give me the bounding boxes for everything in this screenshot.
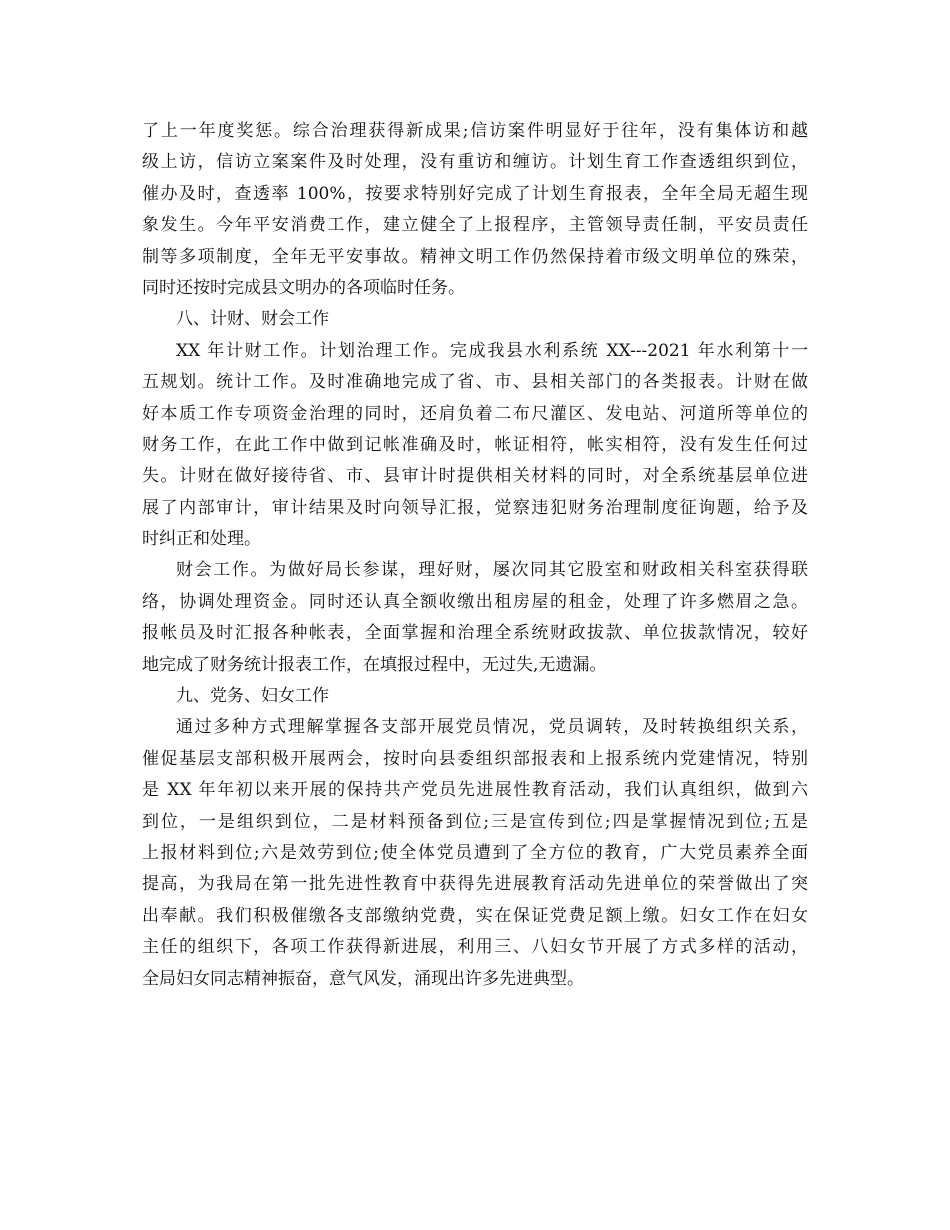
text-line: XX 年计财工作。计划治理工作。完成我县水利系统 XX---2021 年水利第十一 xyxy=(176,340,808,361)
text-line: 了上一年度奖惩。综合治理获得新成果;信访案件明显好于往年，没有集体访和越 xyxy=(142,121,808,141)
text-line: 通过多种方式理解掌握各支部开展党员情况，党员调转，及时转换组织关系， xyxy=(176,717,808,738)
text-line: 报帐员及时汇报各种帐表，全面掌握和治理全系统财政拔款、单位拔款情况，较好 xyxy=(142,623,808,644)
text-line: 制等多项制度，全年无平安事故。精神文明工作仍然保持着市级文明单位的殊荣， xyxy=(142,246,808,267)
text-line: 财会工作。为做好局长参谋，理好财，屡次同其它股室和财政相关科室获得联 xyxy=(176,560,808,581)
text-line: 主任的组织下，各项工作获得新进展，利用三、八妇女节开展了方式多样的活动， xyxy=(142,937,808,958)
text-line: 失。计财在做好接待省、市、县审计时提供相关材料的同时，对全系统基层单位进 xyxy=(142,466,808,487)
text-line: 级上访，信访立案案件及时处理，没有重访和缠访。计划生育工作查透组织到位， xyxy=(142,152,808,173)
text-line: 财务工作，在此工作中做到记帐准确及时，帐证相符，帐实相符，没有发生任何过 xyxy=(142,434,808,455)
text-line: 络，协调处理资金。同时还认真全额收缴出租房屋的租金，处理了许多燃眉之急。 xyxy=(142,591,808,612)
text-line: 时纠正和处理。 xyxy=(142,529,261,550)
text-line: 展了内部审计，审计结果及时向领导汇报，觉察违犯财务治理制度征询题，给予及 xyxy=(142,497,808,518)
text-line: 催促基层支部积极开展两会，按时向县委组织部报表和上报系统内党建情况，特别 xyxy=(142,748,808,769)
text-line: 上报材料到位;六是效劳到位;使全体党员遭到了全方位的教育，广大党员素养全面 xyxy=(142,842,808,863)
text-line: 五规划。统计工作。及时准确地完成了省、市、县相关部门的各类报表。计财在做 xyxy=(142,372,808,393)
text-line: 到位，一是组织到位，二是材料预备到位;三是宣传到位;四是掌握情况到位;五是 xyxy=(142,811,808,832)
text-line: 地完成了财务统计报表工作，在填报过程中，无过失,无遗漏。 xyxy=(142,654,607,675)
text-line: 是 XX 年年初以来开展的保持共产党员先进展性教育活动，我们认真组织，做到六 xyxy=(142,780,808,801)
text-line: 出奉献。我们积极催缴各支部缴纳党费，实在保证党费足额上缴。妇女工作在妇女 xyxy=(142,905,808,926)
text-line: 同时还按时完成县文明办的各项临时任务。 xyxy=(142,277,465,298)
paragraph-planning-finance xyxy=(142,336,808,556)
paragraph-party-women xyxy=(142,712,808,995)
text-line: 催办及时，查透率 100%，按要求特别好完成了计划生育报表，全年全局无超生现 xyxy=(142,183,808,204)
paragraph-accounting xyxy=(142,555,808,681)
section-heading-finance: 八、计财、财会工作 xyxy=(176,309,329,330)
document-page xyxy=(142,116,808,995)
text-line: 好本质工作专项资金治理的同时，还肩负着二布尺灌区、发电站、河道所等单位的 xyxy=(142,403,808,424)
text-line: 象发生。今年平安消费工作，建立健全了上报程序，主管领导责任制，平安员责任 xyxy=(142,215,808,236)
paragraph-comprehensive-work xyxy=(142,116,808,304)
section-heading-party-women: 九、党务、妇女工作 xyxy=(176,686,329,707)
text-line: 提高，为我局在第一批先进性教育中获得先进展教育活动先进单位的荣誉做出了突 xyxy=(142,874,808,895)
text-line: 全局妇女同志精神振奋，意气风发，涌现出许多先进典型。 xyxy=(142,968,584,989)
